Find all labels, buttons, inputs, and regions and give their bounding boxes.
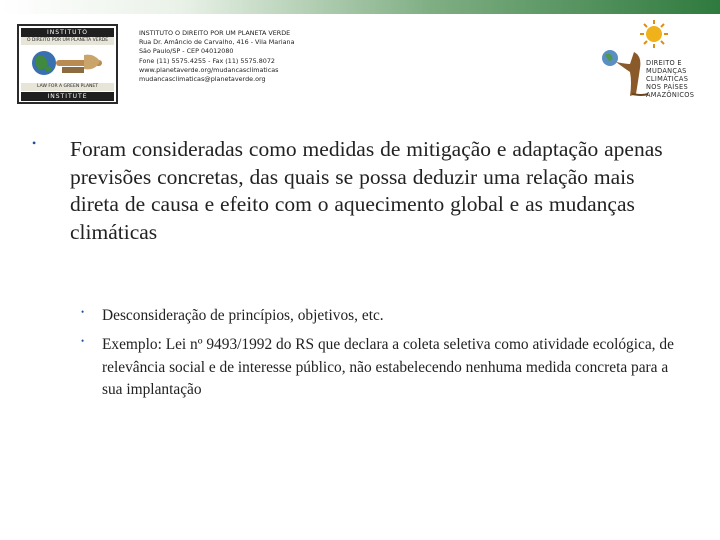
- project-logo-text: [646, 59, 708, 99]
- contact-line: INSTITUTO O DIREITO POR UM PLANETA VERDE: [139, 29, 291, 37]
- header-gradient-bar: [0, 0, 720, 14]
- project-logo-line: CLIMÁTICAS: [646, 75, 689, 83]
- contact-line: mudancasclimaticas@planetaverde.org: [139, 75, 266, 84]
- contact-line: São Paulo/SP - CEP 04012080: [139, 47, 234, 56]
- project-logo-line: DIREITO E: [646, 59, 682, 67]
- institute-logo: [17, 24, 118, 104]
- globe-hand-icon: [22, 45, 113, 81]
- project-logo-line: AMAZÔNICOS: [646, 91, 695, 99]
- logo-bottom-sub: LAW FOR A GREEN PLANET: [21, 83, 114, 91]
- contact-info: [139, 29, 309, 84]
- sub-bullet-icon: •: [81, 336, 85, 346]
- main-bullet-text: Foram consideradas como medidas de mitigação e adaptação apenas previsões concretas, das quais se possa deduzir uma relação mais direta de causa e efeito com o aquecimento global e as mudanças climáticas: [70, 137, 663, 244]
- bullet-icon: •: [32, 136, 37, 150]
- logo-top-sub: O DIREITO POR UM PLANETA VERDE: [21, 37, 114, 45]
- contact-line: www.planetaverde.org/mudancasclimaticas: [139, 65, 279, 74]
- contact-line: Fone (11) 5575.4255 - Fax (11) 5575.8072: [139, 56, 275, 65]
- project-logo-line: MUDANÇAS: [646, 67, 687, 75]
- project-logo-line: NOS PAÍSES: [646, 83, 688, 91]
- sub-bullet-text: Exemplo: Lei nº 9493/1992 do RS que declara a coleta seletiva como atividade ecológica, de relevância social e de interesse público, não estabelecendo nenhuma medida concreta para a sua implantação: [102, 336, 674, 398]
- logo-bottom-row: INSTITUTE: [21, 92, 114, 101]
- sub-bullet-icon: •: [81, 307, 85, 317]
- sub-bullet-text: Desconsideração de princípios, objetivos, etc.: [102, 307, 384, 324]
- logo-top-row: INSTITUTO: [21, 28, 114, 37]
- contact-line: Rua Dr. Amâncio de Carvalho, 416 - Vila Mariana: [139, 38, 295, 47]
- project-logo: [594, 14, 708, 108]
